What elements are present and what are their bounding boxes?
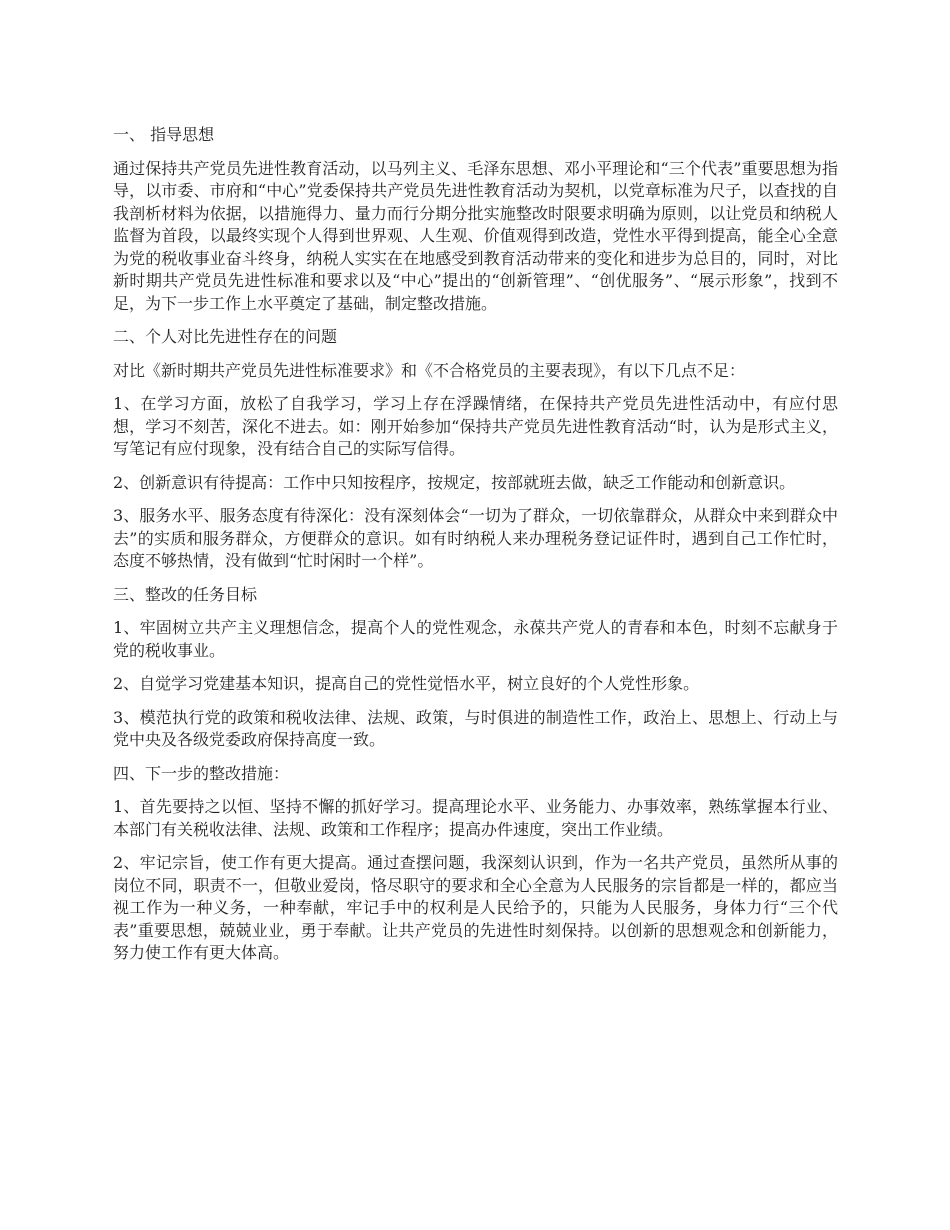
paragraph-goal-1: 1、牢固树立共产主义理想信念，提高个人的党性观念，永葆共产党人的青春和本色，时刻不忘献身于党的税收事业。 [113,618,838,660]
section-heading-goals: 三、整改的任务目标 [113,584,258,604]
paragraph-guiding-ideology: 通过保持共产党员先进性教育活动，以马列主义、毛泽东思想、邓小平理论和“三个代表”重要思想为指导，以市委、市府和“中心”党委保持共产党员先进性教育活动为契机，以党章标准为尺子，以查找的自我剖析材料为依据，以措施得力、量力而行分期分批实施整改时限要求明确为原则，以让党员和纳税人监督为首段，以最终实现个人得到世界观、人生观、价值观得到改造，党性水平得到提高，能全心全意为党的税收事业奋斗终身，纳税人实实在在地感受到教育活动带来的变化和进步为总目的，同时，对比新时期共产党员先进性标准和要求以及“中心”提出的“创新管理”、“创优服务”、“展示形象”，找到不足，为下一步工作上水平奠定了基础，制定整改措施。 [113,158,838,313]
paragraph-problem-1: 1、在学习方面，放松了自我学习，学习上存在浮躁情绪，在保持共产党员先进性活动中，有应付思想，学习不刻苦，深化不进去。如：刚开始参加“保持共产党员先进性教育活动“时，认为是形式主义，写笔记有应付现象，没有结合自己的实际写信得。 [113,394,838,458]
paragraph-measure-1: 1、首先要持之以恒、坚持不懈的抓好学习。提高理论水平、业务能力、办事效率，熟练掌握本行业、本部门有关税收法律、法规、政策和工作程序；提高办件速度，突出工作业绩。 [113,797,838,839]
paragraph-goal-2: 2、自觉学习党建基本知识，提高自己的党性觉悟水平，树立良好的个人党性形象。 [113,674,700,693]
section-heading-problems: 二、个人对比先进性存在的问题 [113,327,338,346]
paragraph-goal-3: 3、模范执行党的政策和税收法律、法规、政策，与时俱进的制造性工作，政治上、思想上、行动上与党中央及各级党委政府保持高度一致。 [113,707,838,749]
paragraph-measure-2: 2、牢记宗旨，使工作有更大提高。通过查摆问题，我深刻认识到，作为一名共产党员，虽然所从事的岗位不同，职责不一，但敬业爱岗，恪尽职守的要求和全心全意为人民服务的宗旨都是一样的，都应当视工作为一种义务，一种奉献，牢记手中的权利是人民给予的，只能为人民服务，身体力行“三个代表”重要思想，兢兢业业，勇于奉献。让共产党员的先进性时刻保持。以创新的思想观念和创新能力，努力使工作有更大体高。 [113,853,838,962]
paragraph-problem-2: 2、创新意识有待提高：工作中只知按程序，按规定，按部就班去做，缺乏工作能动和创新意识。 [113,472,796,492]
section-heading-measures: 四、下一步的整改措施： [113,763,290,783]
section-heading-guiding-ideology: 一、 指导思想 [113,125,215,144]
paragraph-problems-intro: 对比《新时期共产党员先进性标准要求》和《不合格党员的主要表现》，有以下几点不足： [113,360,746,380]
paragraph-problem-3: 3、服务水平、服务态度有待深化：没有深刻体会“一切为了群众，一切依靠群众，从群众中来到群众中去”的实质和服务群众，方便群众的意识。如有时纳税人来办理税务登记证件时，遇到自己工作忙时，态度不够热情，没有做到“忙时闲时一个样”。 [113,506,838,570]
document-body [113,124,838,976]
